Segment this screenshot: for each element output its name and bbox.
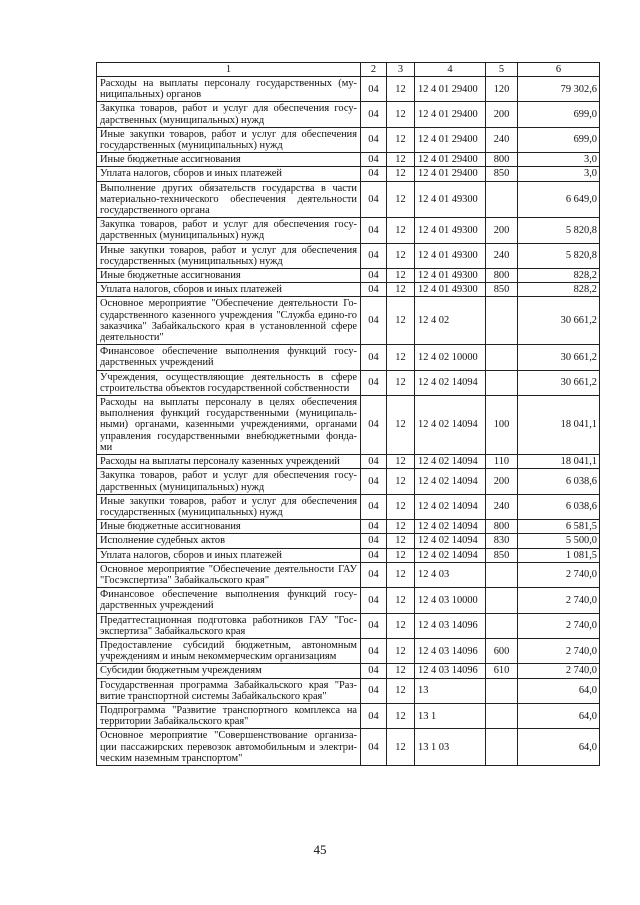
row-code-section-cell: 04 (361, 729, 387, 766)
row-code-subsection-cell: 12 (387, 167, 415, 181)
row-code-section-cell: 04 (361, 548, 387, 562)
row-expense-type-cell: 240 (486, 243, 518, 268)
row-name-cell: Уплата налогов, сборов и иных платежей (97, 283, 361, 297)
table-row (97, 562, 600, 587)
row-amount-cell: 30 661,2 (518, 345, 600, 370)
row-code-section-cell: 04 (361, 703, 387, 728)
table-row (97, 167, 600, 181)
row-code-subsection-cell: 12 (387, 664, 415, 678)
row-code-section-cell: 04 (361, 534, 387, 548)
row-code-subsection-cell: 12 (387, 102, 415, 127)
table-row (97, 153, 600, 167)
row-target-code-cell: 12 4 02 14094 (415, 455, 486, 469)
table-row (97, 127, 600, 152)
row-amount-cell: 6 038,6 (518, 494, 600, 519)
table-row (97, 638, 600, 663)
row-code-section-cell: 04 (361, 613, 387, 638)
row-code-section-cell: 04 (361, 345, 387, 370)
row-code-section-cell: 04 (361, 562, 387, 587)
table-row (97, 678, 600, 703)
header-col-4: 4 (415, 63, 486, 77)
row-code-subsection-cell: 12 (387, 181, 415, 218)
table-row (97, 613, 600, 638)
row-code-section-cell: 04 (361, 218, 387, 243)
row-target-code-cell: 12 4 01 29400 (415, 153, 486, 167)
row-name-cell: Подпрограмма "Развитие транспортного комплекса на территории Забайкальского края" (97, 703, 361, 728)
row-expense-type-cell: 110 (486, 455, 518, 469)
row-target-code-cell: 12 4 02 14094 (415, 534, 486, 548)
row-target-code-cell: 12 4 03 14096 (415, 638, 486, 663)
row-amount-cell: 2 740,0 (518, 588, 600, 613)
row-expense-type-cell: 120 (486, 77, 518, 102)
row-name-cell: Закупка товаров, работ и услуг для обеспечения госу-дарственных (муниципальных) нужд (97, 469, 361, 494)
row-code-section-cell: 04 (361, 297, 387, 345)
row-code-subsection-cell: 12 (387, 297, 415, 345)
row-target-code-cell: 13 1 03 (415, 729, 486, 766)
row-amount-cell: 699,0 (518, 102, 600, 127)
row-amount-cell: 30 661,2 (518, 370, 600, 395)
row-expense-type-cell (486, 370, 518, 395)
row-expense-type-cell (486, 562, 518, 587)
row-code-subsection-cell: 12 (387, 520, 415, 534)
row-amount-cell: 64,0 (518, 703, 600, 728)
row-code-subsection-cell: 12 (387, 370, 415, 395)
row-amount-cell: 2 740,0 (518, 664, 600, 678)
table-row (97, 181, 600, 218)
row-code-section-cell: 04 (361, 396, 387, 455)
row-name-cell: Основное мероприятие "Обеспечение деятельности ГАУ "Госэкспертиза" Забайкальского края" (97, 562, 361, 587)
row-code-section-cell: 04 (361, 469, 387, 494)
table-row (97, 396, 600, 455)
row-code-subsection-cell: 12 (387, 613, 415, 638)
row-code-section-cell: 04 (361, 77, 387, 102)
row-expense-type-cell: 200 (486, 102, 518, 127)
table-row (97, 297, 600, 345)
row-code-subsection-cell: 12 (387, 269, 415, 283)
row-code-subsection-cell: 12 (387, 588, 415, 613)
row-expense-type-cell: 200 (486, 469, 518, 494)
row-code-section-cell: 04 (361, 269, 387, 283)
row-code-subsection-cell: 12 (387, 638, 415, 663)
row-target-code-cell: 12 4 01 29400 (415, 77, 486, 102)
row-expense-type-cell: 100 (486, 396, 518, 455)
row-target-code-cell: 12 4 02 10000 (415, 345, 486, 370)
row-code-section-cell: 04 (361, 664, 387, 678)
table-row (97, 534, 600, 548)
row-expense-type-cell: 600 (486, 638, 518, 663)
row-name-cell: Иные бюджетные ассигнования (97, 269, 361, 283)
header-col-1: 1 (97, 63, 361, 77)
table-row (97, 243, 600, 268)
row-target-code-cell: 12 4 01 49300 (415, 218, 486, 243)
row-code-subsection-cell: 12 (387, 345, 415, 370)
row-amount-cell: 5 820,8 (518, 243, 600, 268)
row-code-subsection-cell: 12 (387, 218, 415, 243)
row-name-cell: Уплата налогов, сборов и иных платежей (97, 167, 361, 181)
row-expense-type-cell (486, 729, 518, 766)
row-amount-cell: 2 740,0 (518, 638, 600, 663)
table-body (97, 77, 600, 766)
row-expense-type-cell: 800 (486, 153, 518, 167)
table-row (97, 469, 600, 494)
row-expense-type-cell (486, 297, 518, 345)
row-code-subsection-cell: 12 (387, 469, 415, 494)
row-target-code-cell: 12 4 01 49300 (415, 283, 486, 297)
row-target-code-cell: 12 4 03 14096 (415, 613, 486, 638)
row-name-cell: Основное мероприятие "Обеспечение деятельности Го-сударственного казенного учреждения "Служба едино-го заказчика" Забайкальского края в установленной сфере деятельности" (97, 297, 361, 345)
row-code-section-cell: 04 (361, 494, 387, 519)
row-target-code-cell: 12 4 01 29400 (415, 102, 486, 127)
table-row (97, 588, 600, 613)
row-name-cell: Иные закупки товаров, работ и услуг для обеспечения государственных (муниципальных) нужд (97, 127, 361, 152)
row-amount-cell: 6 581,5 (518, 520, 600, 534)
row-amount-cell: 30 661,2 (518, 297, 600, 345)
row-target-code-cell: 13 1 (415, 703, 486, 728)
header-col-5: 5 (486, 63, 518, 77)
row-code-section-cell: 04 (361, 455, 387, 469)
row-amount-cell: 828,2 (518, 269, 600, 283)
row-name-cell: Уплата налогов, сборов и иных платежей (97, 548, 361, 562)
row-target-code-cell: 12 4 02 14094 (415, 396, 486, 455)
row-amount-cell: 6 649,0 (518, 181, 600, 218)
row-amount-cell: 699,0 (518, 127, 600, 152)
table-row (97, 520, 600, 534)
row-amount-cell: 64,0 (518, 678, 600, 703)
row-expense-type-cell (486, 678, 518, 703)
row-expense-type-cell (486, 703, 518, 728)
header-col-2: 2 (361, 63, 387, 77)
row-amount-cell: 5 820,8 (518, 218, 600, 243)
row-name-cell: Иные бюджетные ассигнования (97, 520, 361, 534)
row-target-code-cell: 12 4 03 (415, 562, 486, 587)
row-target-code-cell: 12 4 02 14094 (415, 469, 486, 494)
row-code-subsection-cell: 12 (387, 127, 415, 152)
row-expense-type-cell (486, 588, 518, 613)
row-code-section-cell: 04 (361, 153, 387, 167)
row-code-subsection-cell: 12 (387, 729, 415, 766)
row-target-code-cell: 12 4 02 14094 (415, 370, 486, 395)
row-target-code-cell: 12 4 01 29400 (415, 167, 486, 181)
row-code-subsection-cell: 12 (387, 548, 415, 562)
row-name-cell: Финансовое обеспечение выполнения функций госу-дарственных учреждений (97, 345, 361, 370)
table-row (97, 218, 600, 243)
row-target-code-cell: 12 4 02 (415, 297, 486, 345)
table-header-row (97, 63, 600, 77)
row-target-code-cell: 12 4 02 14094 (415, 494, 486, 519)
row-expense-type-cell (486, 181, 518, 218)
table-row (97, 370, 600, 395)
row-name-cell: Государственная программа Забайкальского края "Раз-витие транспортной системы Забайкальского края" (97, 678, 361, 703)
row-code-section-cell: 04 (361, 283, 387, 297)
row-amount-cell: 3,0 (518, 167, 600, 181)
row-target-code-cell: 12 4 03 14096 (415, 664, 486, 678)
row-amount-cell: 18 041,1 (518, 455, 600, 469)
row-name-cell: Предаттестационная подготовка работников ГАУ "Гос-экспертиза" Забайкальского края (97, 613, 361, 638)
row-target-code-cell: 12 4 01 49300 (415, 269, 486, 283)
header-col-6: 6 (518, 63, 600, 77)
table-row (97, 729, 600, 766)
row-code-section-cell: 04 (361, 588, 387, 613)
row-amount-cell: 64,0 (518, 729, 600, 766)
row-expense-type-cell: 830 (486, 534, 518, 548)
row-name-cell: Исполнение судебных актов (97, 534, 361, 548)
row-expense-type-cell: 850 (486, 167, 518, 181)
row-code-subsection-cell: 12 (387, 562, 415, 587)
budget-table-wrapper (96, 62, 599, 766)
table-row (97, 102, 600, 127)
row-target-code-cell: 12 4 02 14094 (415, 548, 486, 562)
row-code-subsection-cell: 12 (387, 396, 415, 455)
row-code-section-cell: 04 (361, 243, 387, 268)
table-row (97, 494, 600, 519)
row-amount-cell: 2 740,0 (518, 613, 600, 638)
row-name-cell: Иные бюджетные ассигнования (97, 153, 361, 167)
row-code-subsection-cell: 12 (387, 494, 415, 519)
row-code-section-cell: 04 (361, 167, 387, 181)
row-expense-type-cell: 800 (486, 269, 518, 283)
row-code-subsection-cell: 12 (387, 243, 415, 268)
row-target-code-cell: 13 (415, 678, 486, 703)
row-code-subsection-cell: 12 (387, 703, 415, 728)
row-name-cell: Расходы на выплаты персоналу государственных (му-ниципальных) органов (97, 77, 361, 102)
table-row (97, 664, 600, 678)
row-expense-type-cell: 240 (486, 127, 518, 152)
row-name-cell: Учреждения, осуществляющие деятельность в сфере строительства объектов государственной собственности (97, 370, 361, 395)
row-target-code-cell: 12 4 03 10000 (415, 588, 486, 613)
row-code-section-cell: 04 (361, 127, 387, 152)
row-name-cell: Субсидии бюджетным учреждениям (97, 664, 361, 678)
row-expense-type-cell: 850 (486, 283, 518, 297)
row-name-cell: Предоставление субсидий бюджетным, автономным учреждениям и иным некоммерческим организациям (97, 638, 361, 663)
row-amount-cell: 1 081,5 (518, 548, 600, 562)
row-code-section-cell: 04 (361, 638, 387, 663)
row-expense-type-cell: 240 (486, 494, 518, 519)
table-row (97, 345, 600, 370)
row-target-code-cell: 12 4 01 29400 (415, 127, 486, 152)
table-row (97, 548, 600, 562)
row-code-section-cell: 04 (361, 678, 387, 703)
row-amount-cell: 6 038,6 (518, 469, 600, 494)
row-target-code-cell: 12 4 01 49300 (415, 243, 486, 268)
row-name-cell: Закупка товаров, работ и услуг для обеспечения госу-дарственных (муниципальных) нужд (97, 218, 361, 243)
row-expense-type-cell: 200 (486, 218, 518, 243)
row-name-cell: Иные закупки товаров, работ и услуг для обеспечения государственных (муниципальных) нужд (97, 243, 361, 268)
row-code-subsection-cell: 12 (387, 77, 415, 102)
row-code-subsection-cell: 12 (387, 678, 415, 703)
row-expense-type-cell: 850 (486, 548, 518, 562)
row-expense-type-cell (486, 345, 518, 370)
table-row (97, 455, 600, 469)
row-expense-type-cell (486, 613, 518, 638)
table-row (97, 283, 600, 297)
row-target-code-cell: 12 4 01 49300 (415, 181, 486, 218)
row-amount-cell: 18 041,1 (518, 396, 600, 455)
row-name-cell: Закупка товаров, работ и услуг для обеспечения госу-дарственных (муниципальных) нужд (97, 102, 361, 127)
row-target-code-cell: 12 4 02 14094 (415, 520, 486, 534)
row-amount-cell: 828,2 (518, 283, 600, 297)
row-code-section-cell: 04 (361, 520, 387, 534)
row-name-cell: Иные закупки товаров, работ и услуг для обеспечения государственных (муниципальных) нужд (97, 494, 361, 519)
row-name-cell: Выполнение других обязательств государства в части материально-технического обеспечения деятельности государственного органа (97, 181, 361, 218)
row-code-subsection-cell: 12 (387, 534, 415, 548)
row-code-subsection-cell: 12 (387, 455, 415, 469)
row-name-cell: Финансовое обеспечение выполнения функций госу-дарственных учреждений (97, 588, 361, 613)
page-number: 45 (313, 842, 327, 857)
table-row (97, 703, 600, 728)
row-code-section-cell: 04 (361, 181, 387, 218)
row-amount-cell: 3,0 (518, 153, 600, 167)
row-amount-cell: 2 740,0 (518, 562, 600, 587)
row-code-section-cell: 04 (361, 102, 387, 127)
row-amount-cell: 5 500,0 (518, 534, 600, 548)
row-code-section-cell: 04 (361, 370, 387, 395)
row-expense-type-cell: 800 (486, 520, 518, 534)
table-row (97, 269, 600, 283)
row-name-cell: Расходы на выплаты персоналу казенных учреждений (97, 455, 361, 469)
row-name-cell: Основное мероприятие "Совершенствование организа-ции пассажирских перевозок автомобильным и электри-ческим наземным транспортом" (97, 729, 361, 766)
row-code-subsection-cell: 12 (387, 283, 415, 297)
row-code-subsection-cell: 12 (387, 153, 415, 167)
row-expense-type-cell: 610 (486, 664, 518, 678)
row-amount-cell: 79 302,6 (518, 77, 600, 102)
table-row (97, 77, 600, 102)
row-name-cell: Расходы на выплаты персоналу в целях обеспечения выполнения функций государственными (муниципаль-ными) органами, казенными учреждениями, органами управления государственными внебюджетными фонда-ми (97, 396, 361, 455)
header-col-3: 3 (387, 63, 415, 77)
budget-table (96, 62, 600, 766)
